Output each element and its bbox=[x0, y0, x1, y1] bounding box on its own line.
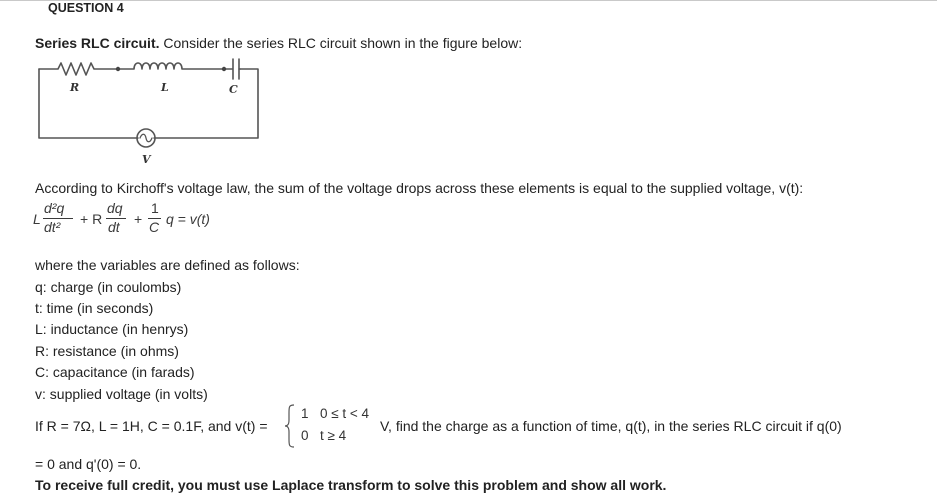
question-header: QUESTION 4 bbox=[48, 1, 124, 15]
inductor-label: L bbox=[161, 81, 169, 94]
intro-title: Series RLC circuit. bbox=[35, 35, 160, 51]
resistor-symbol bbox=[39, 63, 118, 75]
capacitor-label: C bbox=[229, 83, 238, 96]
capacitor-symbol bbox=[224, 59, 240, 79]
ode-one: 1 bbox=[151, 200, 159, 216]
case2-value: 0 bbox=[301, 428, 309, 443]
ode-plus: + bbox=[134, 211, 143, 227]
variable-v: v: supplied voltage (in volts) bbox=[35, 386, 208, 402]
variables-intro: where the variables are defined as follows: bbox=[35, 257, 300, 273]
given-prefix: If R = 7Ω, L = 1H, C = 0.1F, and v(t) = bbox=[35, 418, 268, 434]
variable-t: t: time (in seconds) bbox=[35, 300, 154, 316]
ode-l: L bbox=[33, 211, 41, 227]
ode-dt: dt bbox=[108, 219, 120, 235]
voltage-label: V bbox=[142, 153, 151, 166]
ode-dt2: dt² bbox=[44, 219, 61, 235]
ode-plus-r: + R bbox=[80, 211, 103, 227]
case1-value: 1 bbox=[301, 406, 309, 421]
ode-dq: dq bbox=[107, 200, 123, 216]
variable-l: L: inductance (in henrys) bbox=[35, 321, 189, 337]
initial-conditions: = 0 and q'(0) = 0. bbox=[35, 456, 142, 472]
given-suffix: V, find the charge as a function of time, q(t), in the series RLC circuit if q(0) bbox=[380, 418, 842, 434]
rlc-circuit-diagram bbox=[30, 53, 270, 171]
resistor-label: R bbox=[70, 81, 80, 94]
circuit-wire-left bbox=[39, 69, 138, 138]
ode-c: C bbox=[149, 219, 160, 235]
circuit-wire-right bbox=[154, 69, 258, 138]
intro-text: Consider the series RLC circuit shown in the figure below: bbox=[159, 35, 523, 51]
top-divider bbox=[0, 0, 937, 1]
ode-rhs: q = v(t) bbox=[166, 211, 210, 227]
variable-q: q: charge (in coulombs) bbox=[35, 279, 182, 295]
ode-d2q: d²q bbox=[44, 200, 65, 216]
kirchoff-text: According to Kirchoff's voltage law, the sum of the voltage drops across these elements is equal to the supplied voltage, v(t): bbox=[35, 180, 804, 196]
variable-c: C: capacitance (in farads) bbox=[35, 364, 195, 380]
intro-line bbox=[35, 35, 522, 51]
case1-condition: 0 ≤ t < 4 bbox=[320, 406, 370, 421]
case2-condition: t ≥ 4 bbox=[320, 428, 347, 443]
inductor-symbol bbox=[118, 63, 224, 69]
left-brace bbox=[284, 403, 296, 449]
instruction: To receive full credit, you must use Laplace transform to solve this problem and show all work. bbox=[35, 477, 667, 493]
piecewise-voltage bbox=[284, 403, 379, 449]
variable-r: R: resistance (in ohms) bbox=[35, 343, 179, 359]
